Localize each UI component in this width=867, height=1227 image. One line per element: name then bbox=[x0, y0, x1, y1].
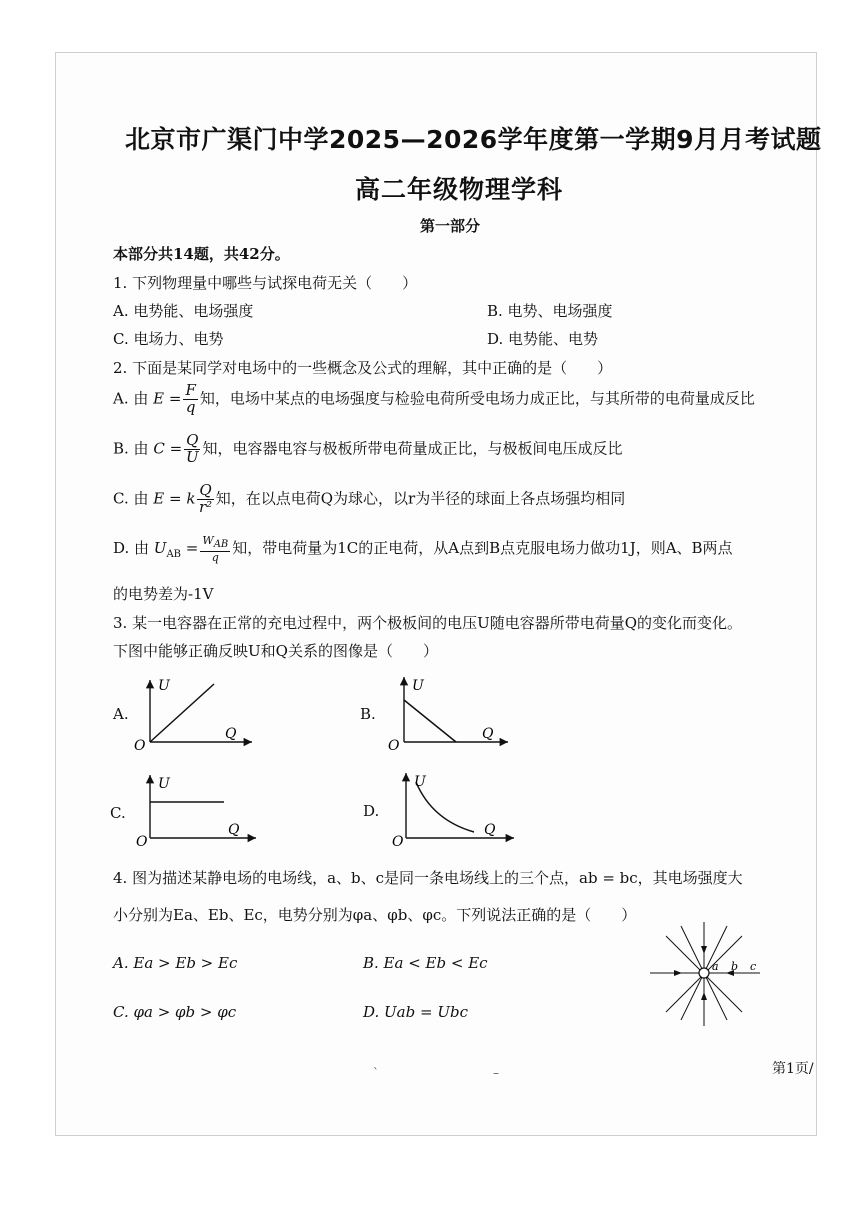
svg-text:Q: Q bbox=[225, 726, 237, 742]
svg-text:U: U bbox=[158, 678, 170, 694]
question-4-stem: 4. 图为描述某静电场的电场线，a、b、c是同一条电场线上的三个点，ab = bc，其电场强度大 bbox=[113, 869, 743, 887]
svg-text:Q: Q bbox=[484, 822, 496, 838]
scan-mark: – bbox=[493, 1066, 499, 1080]
section-heading: 第一部分 bbox=[420, 217, 481, 235]
question-1-option-a: A. 电势能、电场强度 bbox=[113, 302, 254, 320]
question-3-stem-cont: 下图中能够正确反映U和Q关系的图像是（ ） bbox=[113, 642, 438, 660]
formula-fraction: $\frac{W_{AB}}{q}$ bbox=[202, 534, 229, 564]
question-2-option-a: A. 由 E = $\frac{F}{q}$ 知，电场中某点的电场强度与检验电荷所受电场力成正比，与其所带的电荷量成反比 bbox=[113, 381, 755, 416]
svg-text:O: O bbox=[392, 834, 404, 850]
question-2-option-d-cont: 的电势差为-1V bbox=[113, 585, 214, 603]
svg-text:U: U bbox=[412, 678, 424, 694]
graph-d-inverse bbox=[388, 768, 518, 850]
page-number: 第1页/ bbox=[772, 1061, 814, 1077]
formula-fraction: $\frac{Q}{U}$ bbox=[185, 431, 199, 466]
question-4-option-a: A. Ea > Eb > Ec bbox=[113, 954, 238, 972]
section-intro: 本部分共14题，共42分。 bbox=[113, 245, 290, 263]
question-3-stem: 3. 某一电容器在正常的充电过程中，两个极板间的电压U随电容器所带电荷量Q的变化而变化。 bbox=[113, 614, 743, 632]
question-1-stem: 1. 下列物理量中哪些与试探电荷无关（ ） bbox=[113, 274, 418, 292]
question-2-stem: 2. 下面是某同学对电场中的一些概念及公式的理解，其中正确的是（ ） bbox=[113, 359, 613, 377]
exam-subtitle: 高二年级物理学科 bbox=[355, 175, 564, 204]
question-1-option-c: C. 电场力、电势 bbox=[113, 330, 224, 348]
svg-text:c: c bbox=[750, 960, 757, 973]
formula-fraction: $\frac{F}{q}$ bbox=[185, 381, 196, 416]
exam-title: 北京市广渠门中学2025—2026学年度第一学期9月月考试题 bbox=[125, 125, 822, 154]
svg-text:Q: Q bbox=[228, 822, 240, 838]
question-2-option-c: C. 由 E = k $\frac{Q}{\text{r²}}$ 知，在以点电荷Q为球心，以r为半径的球面上各点场强均相同 bbox=[113, 481, 626, 516]
graph-c-constant bbox=[132, 770, 262, 850]
scan-mark: ˋ bbox=[373, 1066, 379, 1080]
question-1-option-b: B. 电势、电场强度 bbox=[487, 302, 613, 320]
svg-text:O: O bbox=[388, 738, 400, 754]
question-4-option-c: C. φa > φb > φc bbox=[113, 1003, 237, 1021]
electric-field-diagram bbox=[646, 918, 766, 1030]
question-2-option-b: B. 由 C = $\frac{Q}{U}$ 知，电容器电容与极板所带电荷量成正比，与极板间电压成反比 bbox=[113, 431, 623, 466]
svg-text:U: U bbox=[158, 776, 170, 792]
svg-text:Q: Q bbox=[482, 726, 494, 742]
formula-fraction: $\frac{Q}{\text{r²}}$ bbox=[198, 481, 213, 516]
svg-text:b: b bbox=[731, 960, 739, 973]
question-1-option-d: D. 电势能、电势 bbox=[487, 330, 599, 348]
graph-a-label: A. bbox=[113, 705, 129, 723]
question-4-option-d: D. Uab = Ubc bbox=[363, 1003, 468, 1021]
svg-text:U: U bbox=[414, 774, 426, 790]
graph-d-label: D. bbox=[363, 802, 380, 820]
question-4-stem-cont: 小分别为Ea、Eb、Ec，电势分别为φa、φb、φc。下列说法正确的是（ ） bbox=[113, 906, 637, 924]
svg-text:a: a bbox=[712, 960, 719, 973]
graph-c-label: C. bbox=[110, 804, 126, 822]
svg-text:O: O bbox=[136, 834, 148, 850]
question-2-option-d: D. 由 $U_{AB}$ = $\frac{W_{AB}}{q}$ 知，带电荷量为1C的正电荷，从A点到B点克服电场力做功1J，则A、B两点 bbox=[113, 534, 733, 564]
graph-b-decreasing bbox=[384, 672, 514, 754]
graph-a-linear bbox=[130, 672, 260, 754]
svg-text:O: O bbox=[134, 738, 146, 754]
question-4-option-b: B. Ea < Eb < Ec bbox=[363, 954, 488, 972]
graph-b-label: B. bbox=[360, 705, 376, 723]
